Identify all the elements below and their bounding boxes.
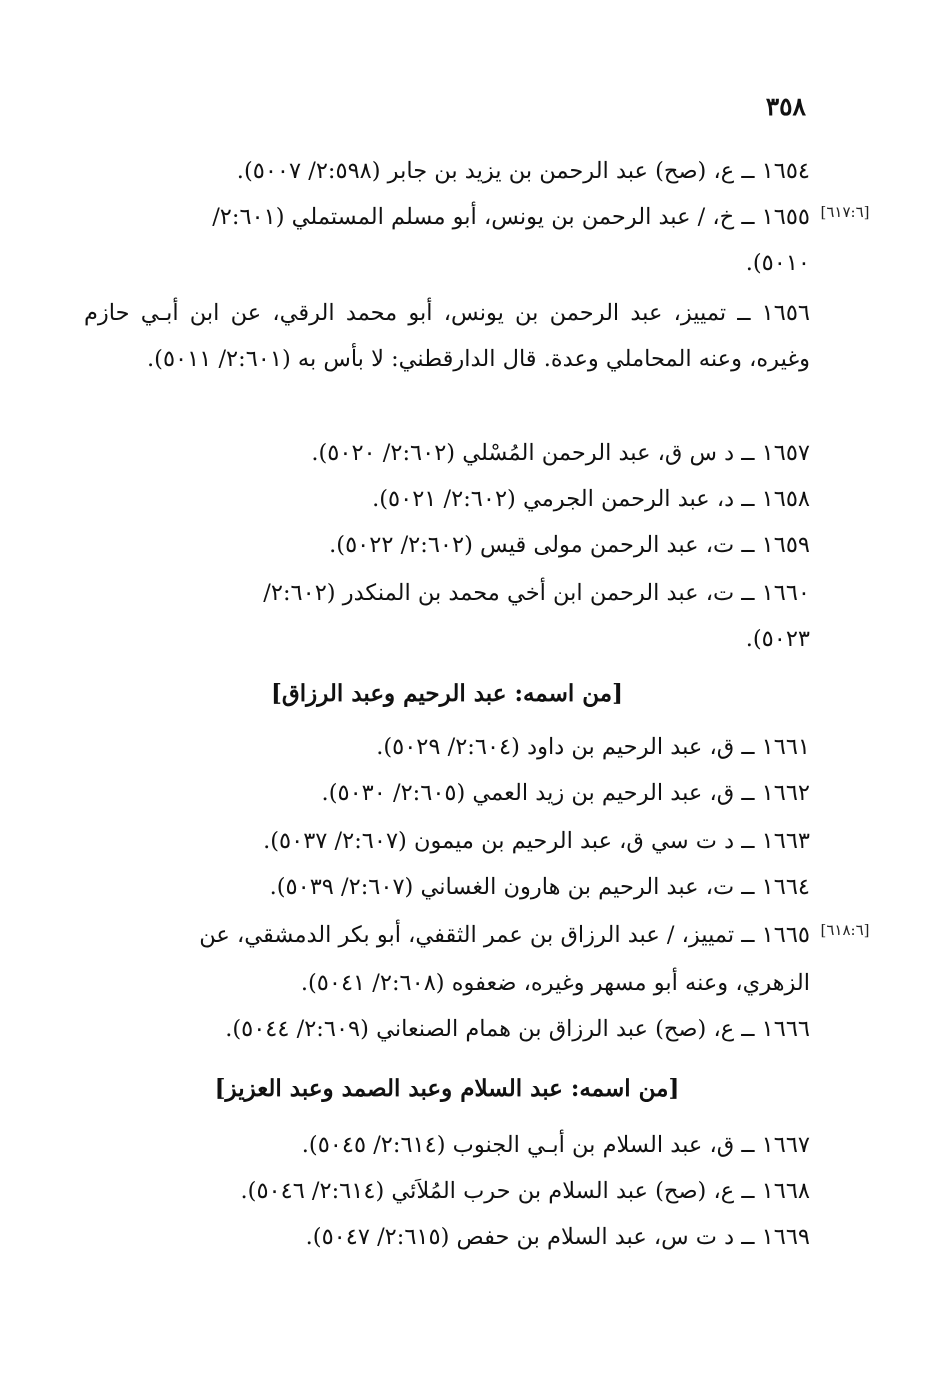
entry-1658: ١٦٥٨ ــ د، عبد الرحمن الجرمي (٢:٦٠٢/ ٥٠٢١). (372, 486, 810, 512)
entry-1662: ١٦٦٢ ــ ق، عبد الرحيم بن زيد العمي (٢:٦٠٥/ ٥٠٣٠). (321, 780, 810, 806)
entry-1666: ١٦٦٦ ــ ع، (صح) عبد الرزاق بن همام الصنعاني (٢:٦٠٩/ ٥٠٤٤). (225, 1016, 810, 1042)
page-number: ٣٥٨ (765, 92, 806, 121)
entry-1660-line-1: ١٦٦٠ ــ ت، عبد الرحمن ابن أخي محمد بن المنكدر (٢:٦٠٢/ (263, 580, 810, 606)
entry-1668: ١٦٦٨ ــ ع، (صح) عبد السلام بن حرب المُلاَئي (٢:٦١٤/ ٥٠٤٦). (240, 1178, 810, 1204)
entry-1661: ١٦٦١ ــ ق، عبد الرحيم بن داود (٢:٦٠٤/ ٥٠٢٩). (376, 734, 810, 760)
entry-1665-line-1: ١٦٦٥ ــ تمييز، / عبد الرزاق بن عمر الثقفي، أبو بكر الدمشقي، عن (199, 922, 810, 948)
entry-1667: ١٦٦٧ ــ ق، عبد السلام بن أبـي الجنوب (٢:٦١٤/ ٥٠٤٥). (301, 1132, 810, 1158)
entry-1659: ١٦٥٩ ــ ت، عبد الرحمن مولى قيس (٢:٦٠٢/ ٥٠٢٢). (329, 532, 810, 558)
entry-1654: ١٦٥٤ ــ ع، (صح) عبد الرحمن بن يزيد بن جابر (٢:٥٩٨/ ٥٠٠٧). (236, 158, 810, 184)
margin-ref-1655: [٦١٧:٦] (820, 203, 870, 221)
entry-1669: ١٦٦٩ ــ د ت س، عبد السلام بن حفص (٢:٦١٥/ ٥٠٤٧). (305, 1224, 810, 1250)
margin-ref-1665: [٦١٨:٦] (820, 921, 870, 939)
entry-1663: ١٦٦٣ ــ د ت سي ق، عبد الرحيم بن ميمون (٢:٦٠٧/ ٥٠٣٧). (263, 828, 810, 854)
entry-1657: ١٦٥٧ ــ د س ق، عبد الرحمن المُسْلي (٢:٦٠٢/ ٥٠٢٠). (311, 440, 810, 466)
entry-1664: ١٦٦٤ ــ ت، عبد الرحيم بن هارون الغساني (٢:٦٠٧/ ٥٠٣٩). (269, 874, 810, 900)
section-heading-salam-samad-aziz: [من اسمه: عبد السلام وعبد الصمد وعبد العزيز] (214, 1075, 680, 1102)
entry-1655-line-2: ٥٠١٠). (745, 250, 810, 276)
entry-1655-line-1: ١٦٥٥ ــ خ، / عبد الرحمن بن يونس، أبو مسلم المستملي (٢:٦٠١/ (212, 204, 810, 230)
entry-1665-line-2: الزهري، وعنه أبو مسهر وغيره، ضعفوه (٢:٦٠٨/ ٥٠٤١). (300, 970, 810, 996)
entry-1656: ١٦٥٦ ــ تمييز، عبد الرحمن بن يونس، أبو محمد الرقي، عن ابن أبـي حازم وغيره، وعنه المحاملي وعدة. قال الدارقطني: لا بأس به (٢:٦٠١/ ٥٠١١). (84, 300, 810, 372)
entry-1660-line-2: ٥٠٢٣). (745, 626, 810, 652)
section-heading-rahim-razzaq: [من اسمه: عبد الرحيم وعبد الرزاق] (271, 680, 623, 707)
